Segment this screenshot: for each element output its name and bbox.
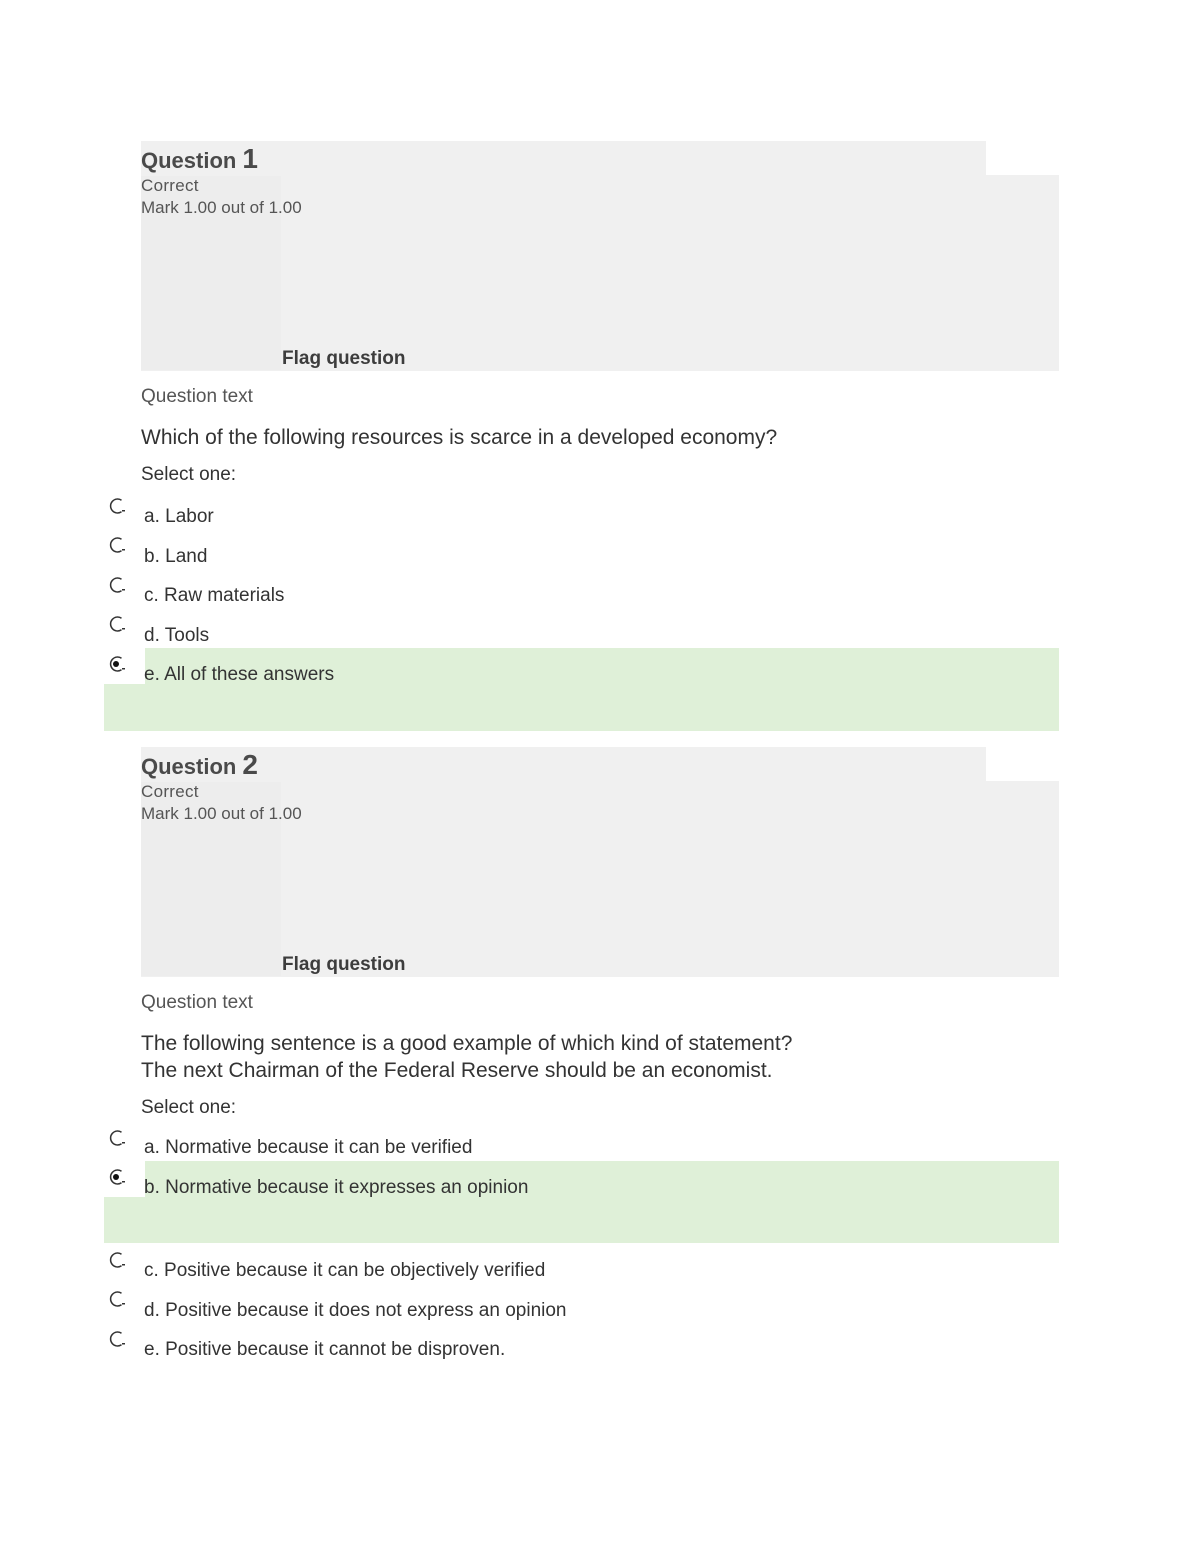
flag-question-link[interactable]: Flag question — [282, 954, 406, 975]
question-info-panel-top — [141, 747, 986, 782]
radio-unselected-icon[interactable] — [107, 575, 127, 595]
question-state: Correct — [141, 176, 199, 195]
radio-unselected-icon[interactable] — [107, 1289, 127, 1309]
radio-unselected-icon[interactable] — [107, 535, 127, 555]
radio-unselected-icon[interactable] — [107, 1250, 127, 1270]
question-label: Question — [141, 754, 237, 779]
radio-selected-icon[interactable] — [107, 1167, 127, 1187]
answer-option[interactable]: c. Raw materials — [144, 585, 285, 606]
answer-option[interactable]: a. Normative because it can be verified — [144, 1137, 473, 1158]
question-prompt-line: The following sentence is a good example of which kind of statement? — [141, 1032, 793, 1055]
answer-option[interactable]: e. Positive because it cannot be disproven. — [144, 1339, 506, 1360]
radio-unselected-icon[interactable] — [107, 1329, 127, 1349]
answer-option[interactable]: d. Positive because it does not express an opinion — [144, 1300, 567, 1321]
answer-option[interactable]: d. Tools — [144, 625, 210, 646]
answer-option[interactable]: a. Labor — [144, 506, 214, 527]
question-text-label: Question text — [141, 386, 253, 407]
select-one-label: Select one: — [141, 464, 237, 485]
answer-option-selected[interactable]: e. All of these answers — [144, 664, 335, 685]
answer-option[interactable]: b. Land — [144, 546, 208, 567]
question-info-panel-top — [141, 141, 986, 176]
question-label: Question — [141, 148, 237, 173]
select-one-label: Select one: — [141, 1097, 237, 1118]
question-number: 2 — [242, 749, 258, 780]
radio-unselected-icon[interactable] — [107, 1128, 127, 1148]
flag-question-link[interactable]: Flag question — [282, 348, 406, 369]
question-block — [0, 606, 1200, 1406]
question-prompt — [141, 424, 777, 451]
radio-unselected-icon[interactable] — [107, 496, 127, 516]
question-number: 1 — [242, 143, 258, 174]
question-prompt-line: Which of the following resources is scarce in a developed economy? — [141, 426, 778, 449]
question-prompt — [141, 1030, 792, 1084]
question-grade: Mark 1.00 out of 1.00 — [141, 198, 302, 217]
question-prompt-line: The next Chairman of the Federal Reserve should be an economist. — [141, 1059, 773, 1082]
question-title — [141, 143, 258, 175]
correct-answer-highlight — [104, 1197, 1059, 1243]
answer-option[interactable]: c. Positive because it can be objectively verified — [144, 1260, 546, 1281]
question-text-label: Question text — [141, 992, 253, 1013]
answer-option-selected[interactable]: b. Normative because it expresses an opinion — [144, 1177, 529, 1198]
question-state: Correct — [141, 782, 199, 801]
question-grade: Mark 1.00 out of 1.00 — [141, 804, 302, 823]
question-title — [141, 749, 258, 781]
